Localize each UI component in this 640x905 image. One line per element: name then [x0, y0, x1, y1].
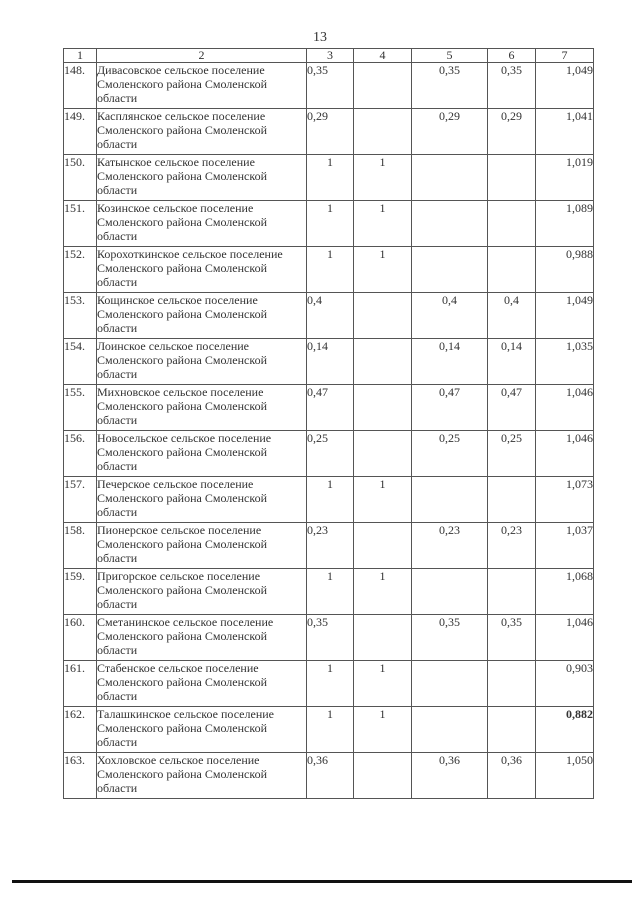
table-row — [64, 431, 594, 477]
col6-value-cell: 0,35 — [488, 63, 536, 109]
col6-value-cell: 0,47 — [488, 385, 536, 431]
col4-value-cell: 1 — [354, 155, 412, 201]
header-row — [64, 49, 594, 63]
col4-value-cell: 1 — [354, 477, 412, 523]
col7-value-cell: 0,903 — [536, 661, 594, 707]
col4-value-cell — [354, 63, 412, 109]
col6-value-cell: 0,23 — [488, 523, 536, 569]
settlement-name-cell: Козинское сельское поселение Смоленского района Смоленской области — [97, 201, 307, 247]
col7-value-cell: 0,882 — [536, 707, 594, 753]
col5-value-cell: 0,35 — [412, 615, 488, 661]
col4-value-cell — [354, 293, 412, 339]
row-number-cell: 150. — [64, 155, 97, 201]
col4-value-cell: 1 — [354, 201, 412, 247]
settlement-name-cell: Новосельское сельское поселение Смоленского района Смоленской области — [97, 431, 307, 477]
col4-value-cell: 1 — [354, 569, 412, 615]
col3-value-cell: 0,35 — [307, 63, 354, 109]
table-row — [64, 63, 594, 109]
row-number-cell: 157. — [64, 477, 97, 523]
col7-value-cell: 0,988 — [536, 247, 594, 293]
header-cell: 5 — [412, 49, 488, 63]
col7-value-cell: 1,073 — [536, 477, 594, 523]
header-cell: 6 — [488, 49, 536, 63]
table-row — [64, 707, 594, 753]
col4-value-cell — [354, 615, 412, 661]
col5-value-cell: 0,29 — [412, 109, 488, 155]
settlement-name-cell: Михновское сельское поселение Смоленского района Смоленской области — [97, 385, 307, 431]
settlement-name-cell: Печерское сельское поселение Смоленского района Смоленской области — [97, 477, 307, 523]
col3-value-cell: 0,14 — [307, 339, 354, 385]
row-number-cell: 152. — [64, 247, 97, 293]
col3-value-cell: 0,35 — [307, 615, 354, 661]
col3-value-cell: 1 — [307, 569, 354, 615]
settlement-name-cell: Сметанинское сельское поселение Смоленского района Смоленской области — [97, 615, 307, 661]
col3-value-cell: 1 — [307, 201, 354, 247]
row-number-cell: 149. — [64, 109, 97, 155]
col6-value-cell — [488, 201, 536, 247]
col4-value-cell — [354, 339, 412, 385]
col6-value-cell — [488, 477, 536, 523]
col5-value-cell — [412, 707, 488, 753]
settlement-name-cell: Корохоткинское сельское поселение Смоленского района Смоленской области — [97, 247, 307, 293]
table-row — [64, 247, 594, 293]
col7-value-cell: 1,019 — [536, 155, 594, 201]
col5-value-cell — [412, 569, 488, 615]
table-row — [64, 661, 594, 707]
row-number-cell: 158. — [64, 523, 97, 569]
col5-value-cell — [412, 247, 488, 293]
table-body — [64, 63, 594, 799]
header-cell: 1 — [64, 49, 97, 63]
col4-value-cell — [354, 523, 412, 569]
col4-value-cell — [354, 431, 412, 477]
col5-value-cell — [412, 201, 488, 247]
col4-value-cell — [354, 753, 412, 799]
settlement-name-cell: Пионерское сельское поселение Смоленского района Смоленской области — [97, 523, 307, 569]
col7-value-cell: 1,046 — [536, 385, 594, 431]
col5-value-cell — [412, 661, 488, 707]
col6-value-cell — [488, 707, 536, 753]
table-row — [64, 339, 594, 385]
col7-value-cell: 1,089 — [536, 201, 594, 247]
col6-value-cell: 0,35 — [488, 615, 536, 661]
col4-value-cell: 1 — [354, 661, 412, 707]
col5-value-cell — [412, 155, 488, 201]
table-row — [64, 109, 594, 155]
row-number-cell: 154. — [64, 339, 97, 385]
col3-value-cell: 1 — [307, 155, 354, 201]
col7-value-cell: 1,068 — [536, 569, 594, 615]
row-number-cell: 155. — [64, 385, 97, 431]
header-cell: 2 — [97, 49, 307, 63]
table-row — [64, 385, 594, 431]
col5-value-cell: 0,23 — [412, 523, 488, 569]
table-row — [64, 753, 594, 799]
col4-value-cell — [354, 109, 412, 155]
settlement-name-cell: Дивасовское сельское поселение Смоленского района Смоленской области — [97, 63, 307, 109]
row-number-cell: 160. — [64, 615, 97, 661]
bottom-rule — [12, 880, 632, 883]
col7-value-cell: 1,050 — [536, 753, 594, 799]
settlement-name-cell: Касплянское сельское поселение Смоленского района Смоленской области — [97, 109, 307, 155]
col7-value-cell: 1,046 — [536, 431, 594, 477]
row-number-cell: 162. — [64, 707, 97, 753]
col6-value-cell: 0,25 — [488, 431, 536, 477]
settlements-table — [63, 48, 594, 799]
table-row — [64, 477, 594, 523]
row-number-cell: 163. — [64, 753, 97, 799]
col6-value-cell — [488, 247, 536, 293]
col4-value-cell: 1 — [354, 247, 412, 293]
settlement-name-cell: Хохловское сельское поселение Смоленского района Смоленской области — [97, 753, 307, 799]
col6-value-cell: 0,4 — [488, 293, 536, 339]
col6-value-cell: 0,36 — [488, 753, 536, 799]
col7-value-cell: 1,049 — [536, 293, 594, 339]
col6-value-cell — [488, 569, 536, 615]
col3-value-cell: 0,25 — [307, 431, 354, 477]
row-number-cell: 148. — [64, 63, 97, 109]
col3-value-cell: 0,36 — [307, 753, 354, 799]
table-row — [64, 523, 594, 569]
col5-value-cell — [412, 477, 488, 523]
table-row — [64, 201, 594, 247]
col7-value-cell: 1,035 — [536, 339, 594, 385]
col3-value-cell: 1 — [307, 707, 354, 753]
settlement-name-cell: Лоинское сельское поселение Смоленского района Смоленской области — [97, 339, 307, 385]
col5-value-cell: 0,4 — [412, 293, 488, 339]
col5-value-cell: 0,35 — [412, 63, 488, 109]
col7-value-cell: 1,041 — [536, 109, 594, 155]
settlement-name-cell: Пригорское сельское поселение Смоленского района Смоленской области — [97, 569, 307, 615]
table-row — [64, 569, 594, 615]
col3-value-cell: 1 — [307, 661, 354, 707]
row-number-cell: 153. — [64, 293, 97, 339]
table-row — [64, 155, 594, 201]
col7-value-cell: 1,037 — [536, 523, 594, 569]
col6-value-cell: 0,14 — [488, 339, 536, 385]
col4-value-cell: 1 — [354, 707, 412, 753]
col6-value-cell — [488, 661, 536, 707]
header-cell: 4 — [354, 49, 412, 63]
col5-value-cell: 0,25 — [412, 431, 488, 477]
col3-value-cell: 1 — [307, 247, 354, 293]
settlement-name-cell: Талашкинское сельское поселение Смоленского района Смоленской области — [97, 707, 307, 753]
col5-value-cell: 0,14 — [412, 339, 488, 385]
col5-value-cell: 0,36 — [412, 753, 488, 799]
col7-value-cell: 1,049 — [536, 63, 594, 109]
col3-value-cell: 0,47 — [307, 385, 354, 431]
header-cell: 3 — [307, 49, 354, 63]
col3-value-cell: 0,4 — [307, 293, 354, 339]
col3-value-cell: 0,29 — [307, 109, 354, 155]
settlement-name-cell: Стабенское сельское поселение Смоленского района Смоленской области — [97, 661, 307, 707]
col6-value-cell: 0,29 — [488, 109, 536, 155]
settlement-name-cell: Кощинское сельское поселение Смоленского района Смоленской области — [97, 293, 307, 339]
table-row — [64, 615, 594, 661]
page-number: 13 — [313, 30, 327, 45]
col4-value-cell — [354, 385, 412, 431]
settlement-name-cell: Катынское сельское поселение Смоленского района Смоленской области — [97, 155, 307, 201]
col3-value-cell: 1 — [307, 477, 354, 523]
row-number-cell: 159. — [64, 569, 97, 615]
col6-value-cell — [488, 155, 536, 201]
col7-value-cell: 1,046 — [536, 615, 594, 661]
table-row — [64, 293, 594, 339]
col5-value-cell: 0,47 — [412, 385, 488, 431]
row-number-cell: 156. — [64, 431, 97, 477]
col3-value-cell: 0,23 — [307, 523, 354, 569]
row-number-cell: 161. — [64, 661, 97, 707]
row-number-cell: 151. — [64, 201, 97, 247]
header-cell: 7 — [536, 49, 594, 63]
